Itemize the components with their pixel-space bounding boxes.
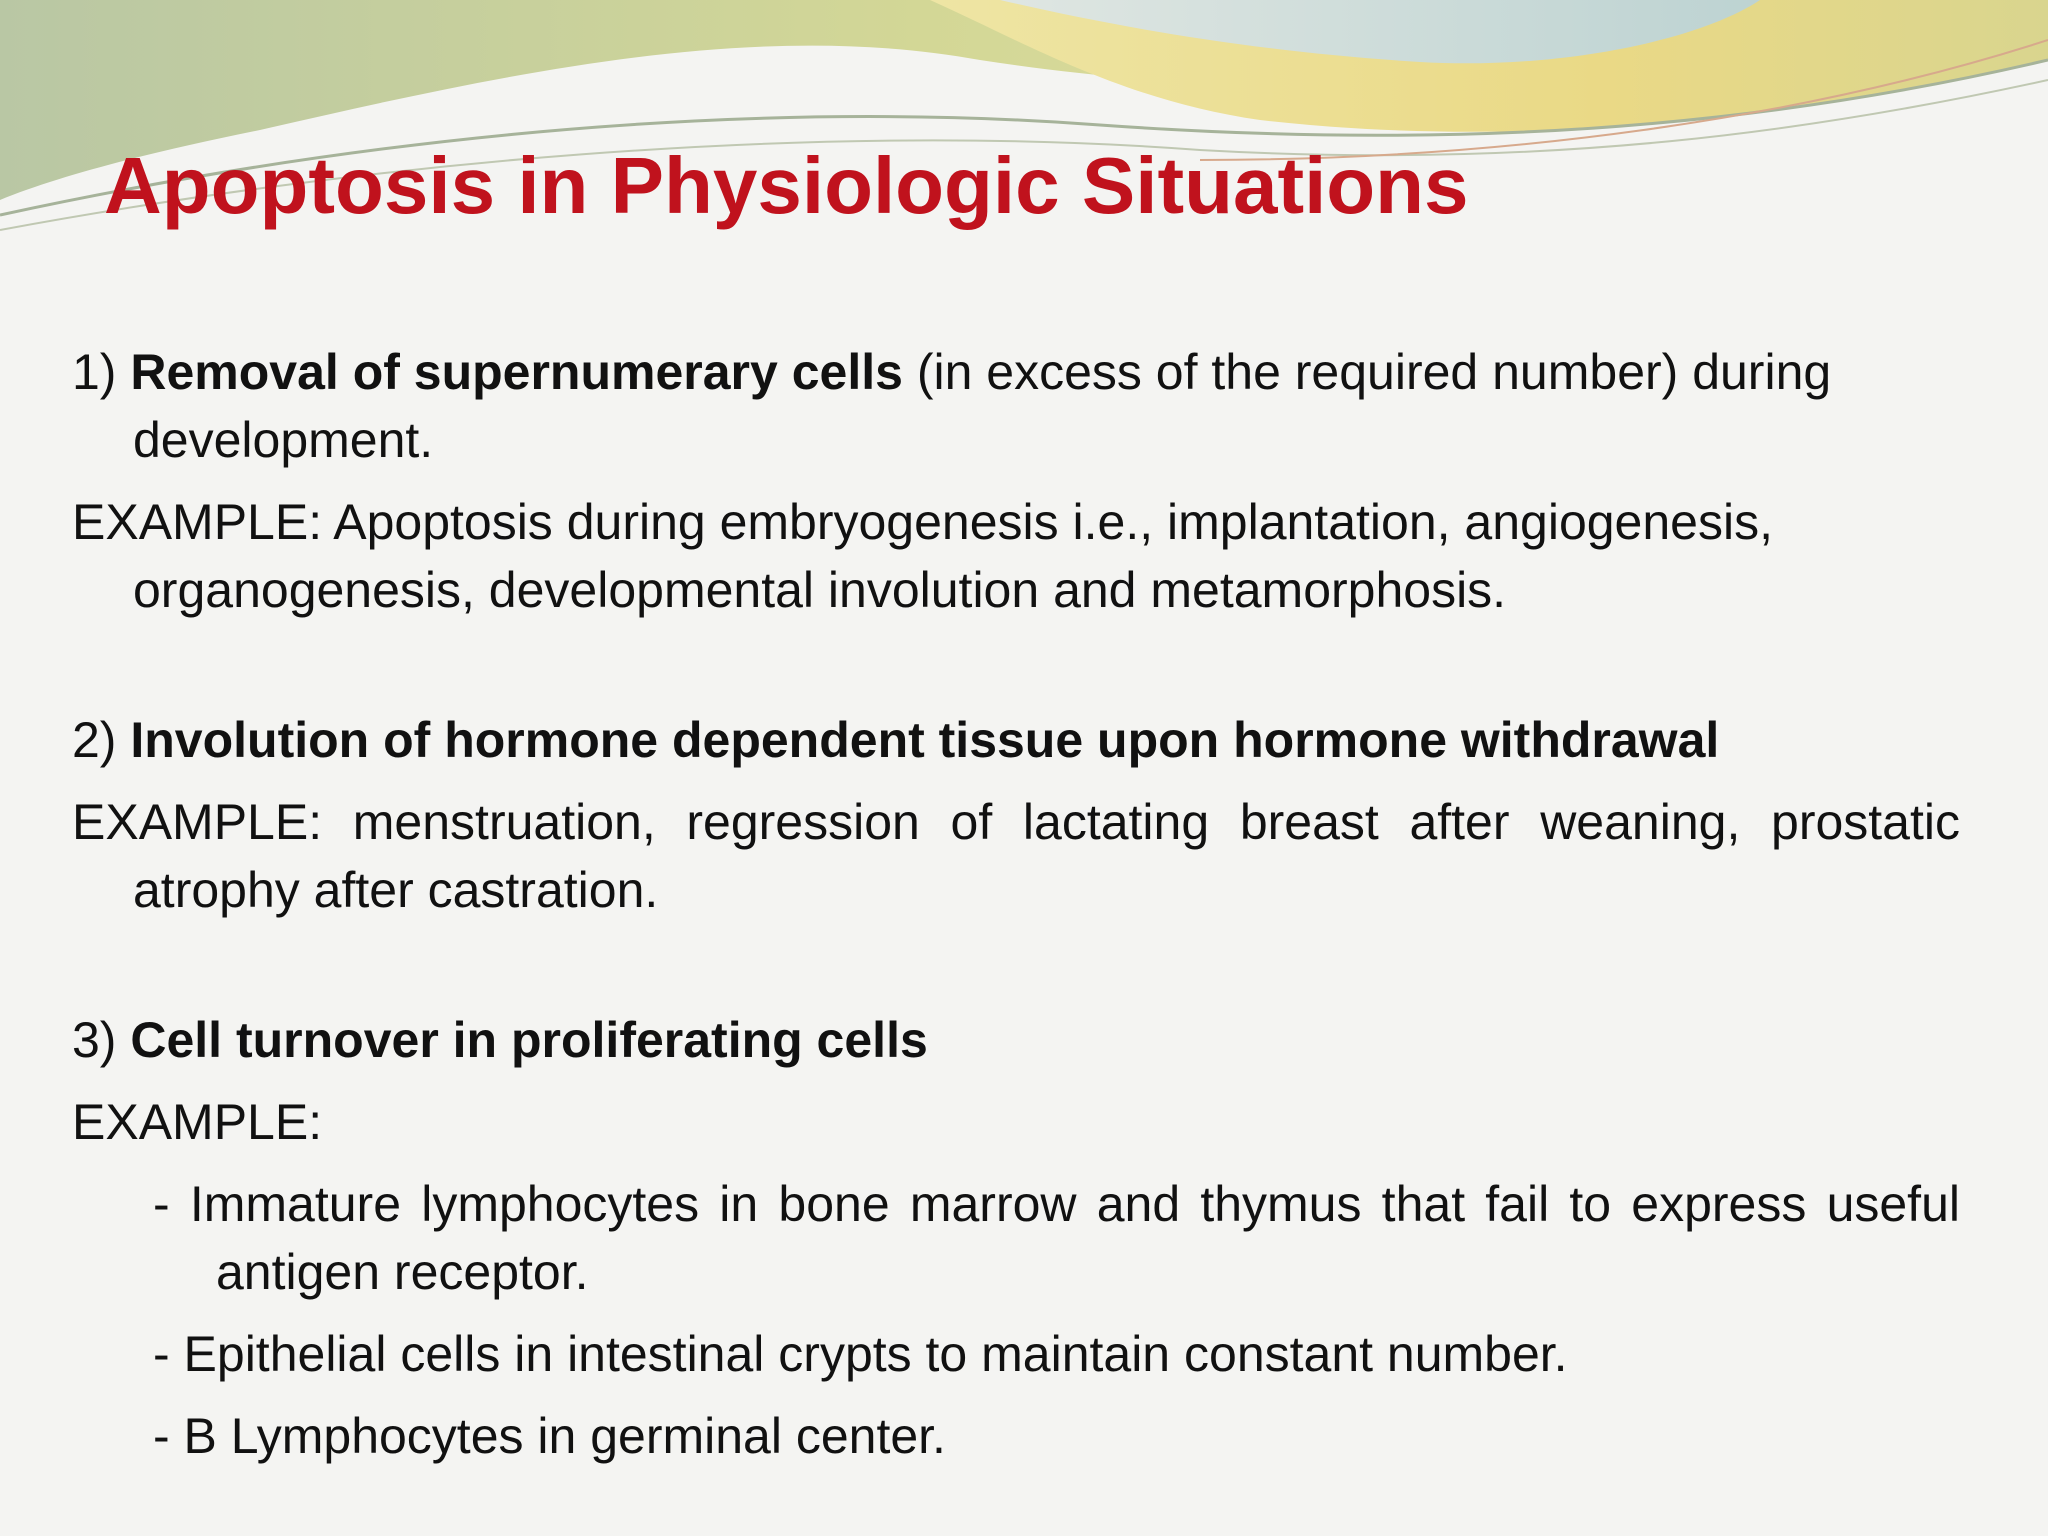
item-2-number: 2) bbox=[72, 712, 117, 768]
item-1-rest: (in excess of the required number) during development. bbox=[133, 344, 1832, 468]
item-1-example: EXAMPLE: Apoptosis during embryogenesis i.e., implantation, angiogenesis, organogenesis, developmental involution and metamorphosis. bbox=[72, 494, 1773, 618]
item-2-heading-line bbox=[72, 706, 1960, 774]
item-3-example-1: - Immature lymphocytes in bone marrow and thymus that fail to express useful antigen receptor. bbox=[153, 1176, 1960, 1300]
item-1-heading: Removal of supernumerary cells bbox=[130, 344, 903, 400]
item-3-heading-line bbox=[72, 1006, 1960, 1074]
item-1-heading-line bbox=[72, 338, 1960, 474]
slide-title: Apoptosis in Physiologic Situations bbox=[104, 141, 1469, 230]
item-3-example-label: EXAMPLE: bbox=[72, 1094, 323, 1150]
item-1-number: 1) bbox=[72, 344, 117, 400]
item-2-heading: Involution of hormone dependent tissue upon hormone withdrawal bbox=[130, 712, 1720, 768]
item-3-number: 3) bbox=[72, 1012, 117, 1068]
item-3-example-2: - Epithelial cells in intestinal crypts to maintain constant number. bbox=[153, 1326, 1568, 1382]
item-2-example: EXAMPLE: menstruation, regression of lactating breast after weaning, prostatic atrophy after castration. bbox=[72, 794, 1960, 918]
item-3-heading: Cell turnover in proliferating cells bbox=[130, 1012, 928, 1068]
item-3-example-3: - B Lymphocytes in germinal center. bbox=[153, 1408, 946, 1464]
slide-body bbox=[72, 338, 1960, 1470]
